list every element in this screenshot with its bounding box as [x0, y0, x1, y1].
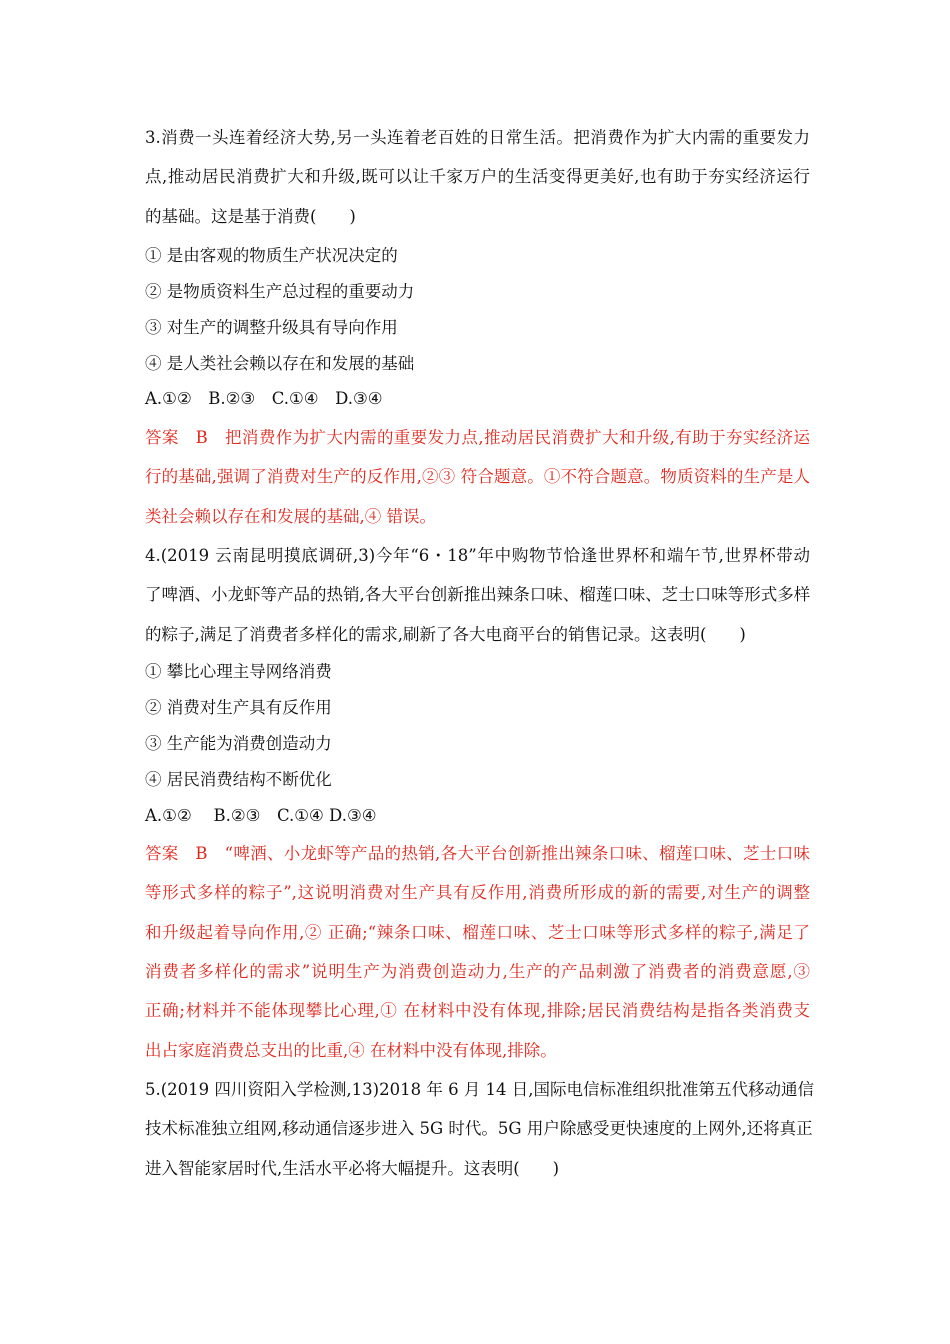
q5-stem-line-2: 技术标准独立组网,移动通信逐步进入 5G 时代。5G 用户除感受更快速度的上网外,还将真正 — [145, 1119, 813, 1138]
q4-answer-line-5: 正确;材料并不能体现攀比心理,① 在材料中没有体现,排除;居民消费结构是指各类消费支 — [145, 1001, 810, 1020]
q4-answer-line-3: 和升级起着导向作用,② 正确;“辣条口味、榴莲口味、芝士口味等形式多样的粽子,满足了 — [145, 923, 810, 942]
q4-option-2: ② 消费对生产具有反作用 — [145, 698, 332, 717]
q4-stem-line-1: 4.(2019 云南昆明摸底调研,3)今年“6・18”年中购物节恰逢世界杯和端午节,世界杯带动 — [145, 546, 810, 565]
q3-option-2: ② 是物质资料生产总过程的重要动力 — [145, 282, 415, 301]
q4-stem-line-3: 的粽子,满足了消费者多样化的需求,刷新了各大电商平台的销售记录。这表明( ) — [145, 625, 746, 644]
q4-answer-line-6: 出占家庭消费总支出的比重,④ 在材料中没有体现,排除。 — [145, 1041, 557, 1060]
q4-choices: A.①② B.②③ C.①④ D.③④ — [145, 806, 377, 825]
q4-option-3: ③ 生产能为消费创造动力 — [145, 734, 332, 753]
q3-stem-line-1: 3.消费一头连着经济大势,另一头连着老百姓的日常生活。把消费作为扩大内需的重要发力 — [145, 128, 810, 147]
q3-choices: A.①② B.②③ C.①④ D.③④ — [145, 389, 383, 408]
q3-answer-line-3: 类社会赖以存在和发展的基础,④ 错误。 — [145, 507, 436, 526]
q3-stem-line-3: 的基础。这是基于消费( ) — [145, 207, 356, 226]
q5-stem-line-3: 进入智能家居时代,生活水平必将大幅提升。这表明( ) — [145, 1159, 560, 1178]
q3-option-1: ① 是由客观的物质生产状况决定的 — [145, 246, 398, 265]
q5-stem-line-1: 5.(2019 四川资阳入学检测,13)2018 年 6 月 14 日,国际电信标准组织批准第五代移动通信 — [145, 1080, 815, 1099]
q4-answer-line-4: 消费者多样化的需求”说明生产为消费创造动力,生产的产品刺激了消费者的消费意愿,③ — [145, 962, 810, 981]
q4-answer-line-1: 答案 B “啤酒、小龙虾等产品的热销,各大平台创新推出辣条口味、榴莲口味、芝士口味 — [145, 844, 810, 863]
q4-option-4: ④ 居民消费结构不断优化 — [145, 770, 332, 789]
q3-answer-line-1: 答案 B 把消费作为扩大内需的重要发力点,推动居民消费扩大和升级,有助于夯实经济运 — [145, 428, 810, 447]
q4-option-1: ① 攀比心理主导网络消费 — [145, 662, 332, 681]
q3-answer-line-2: 行的基础,强调了消费对生产的反作用,②③ 符合题意。①不符合题意。物质资料的生产是人 — [145, 467, 810, 486]
q4-stem-line-2: 了啤酒、小龙虾等产品的热销,各大平台创新推出辣条口味、榴莲口味、芝士口味等形式多样 — [145, 585, 811, 604]
q4-answer-line-2: 等形式多样的粽子”,这说明消费对生产具有反作用,消费所形成的新的需要,对生产的调整 — [145, 883, 810, 902]
q3-stem-line-2: 点,推动居民消费扩大和升级,既可以让千家万户的生活变得更美好,也有助于夯实经济运行 — [145, 167, 810, 186]
q3-option-3: ③ 对生产的调整升级具有导向作用 — [145, 318, 398, 337]
q3-option-4: ④ 是人类社会赖以存在和发展的基础 — [145, 354, 415, 373]
